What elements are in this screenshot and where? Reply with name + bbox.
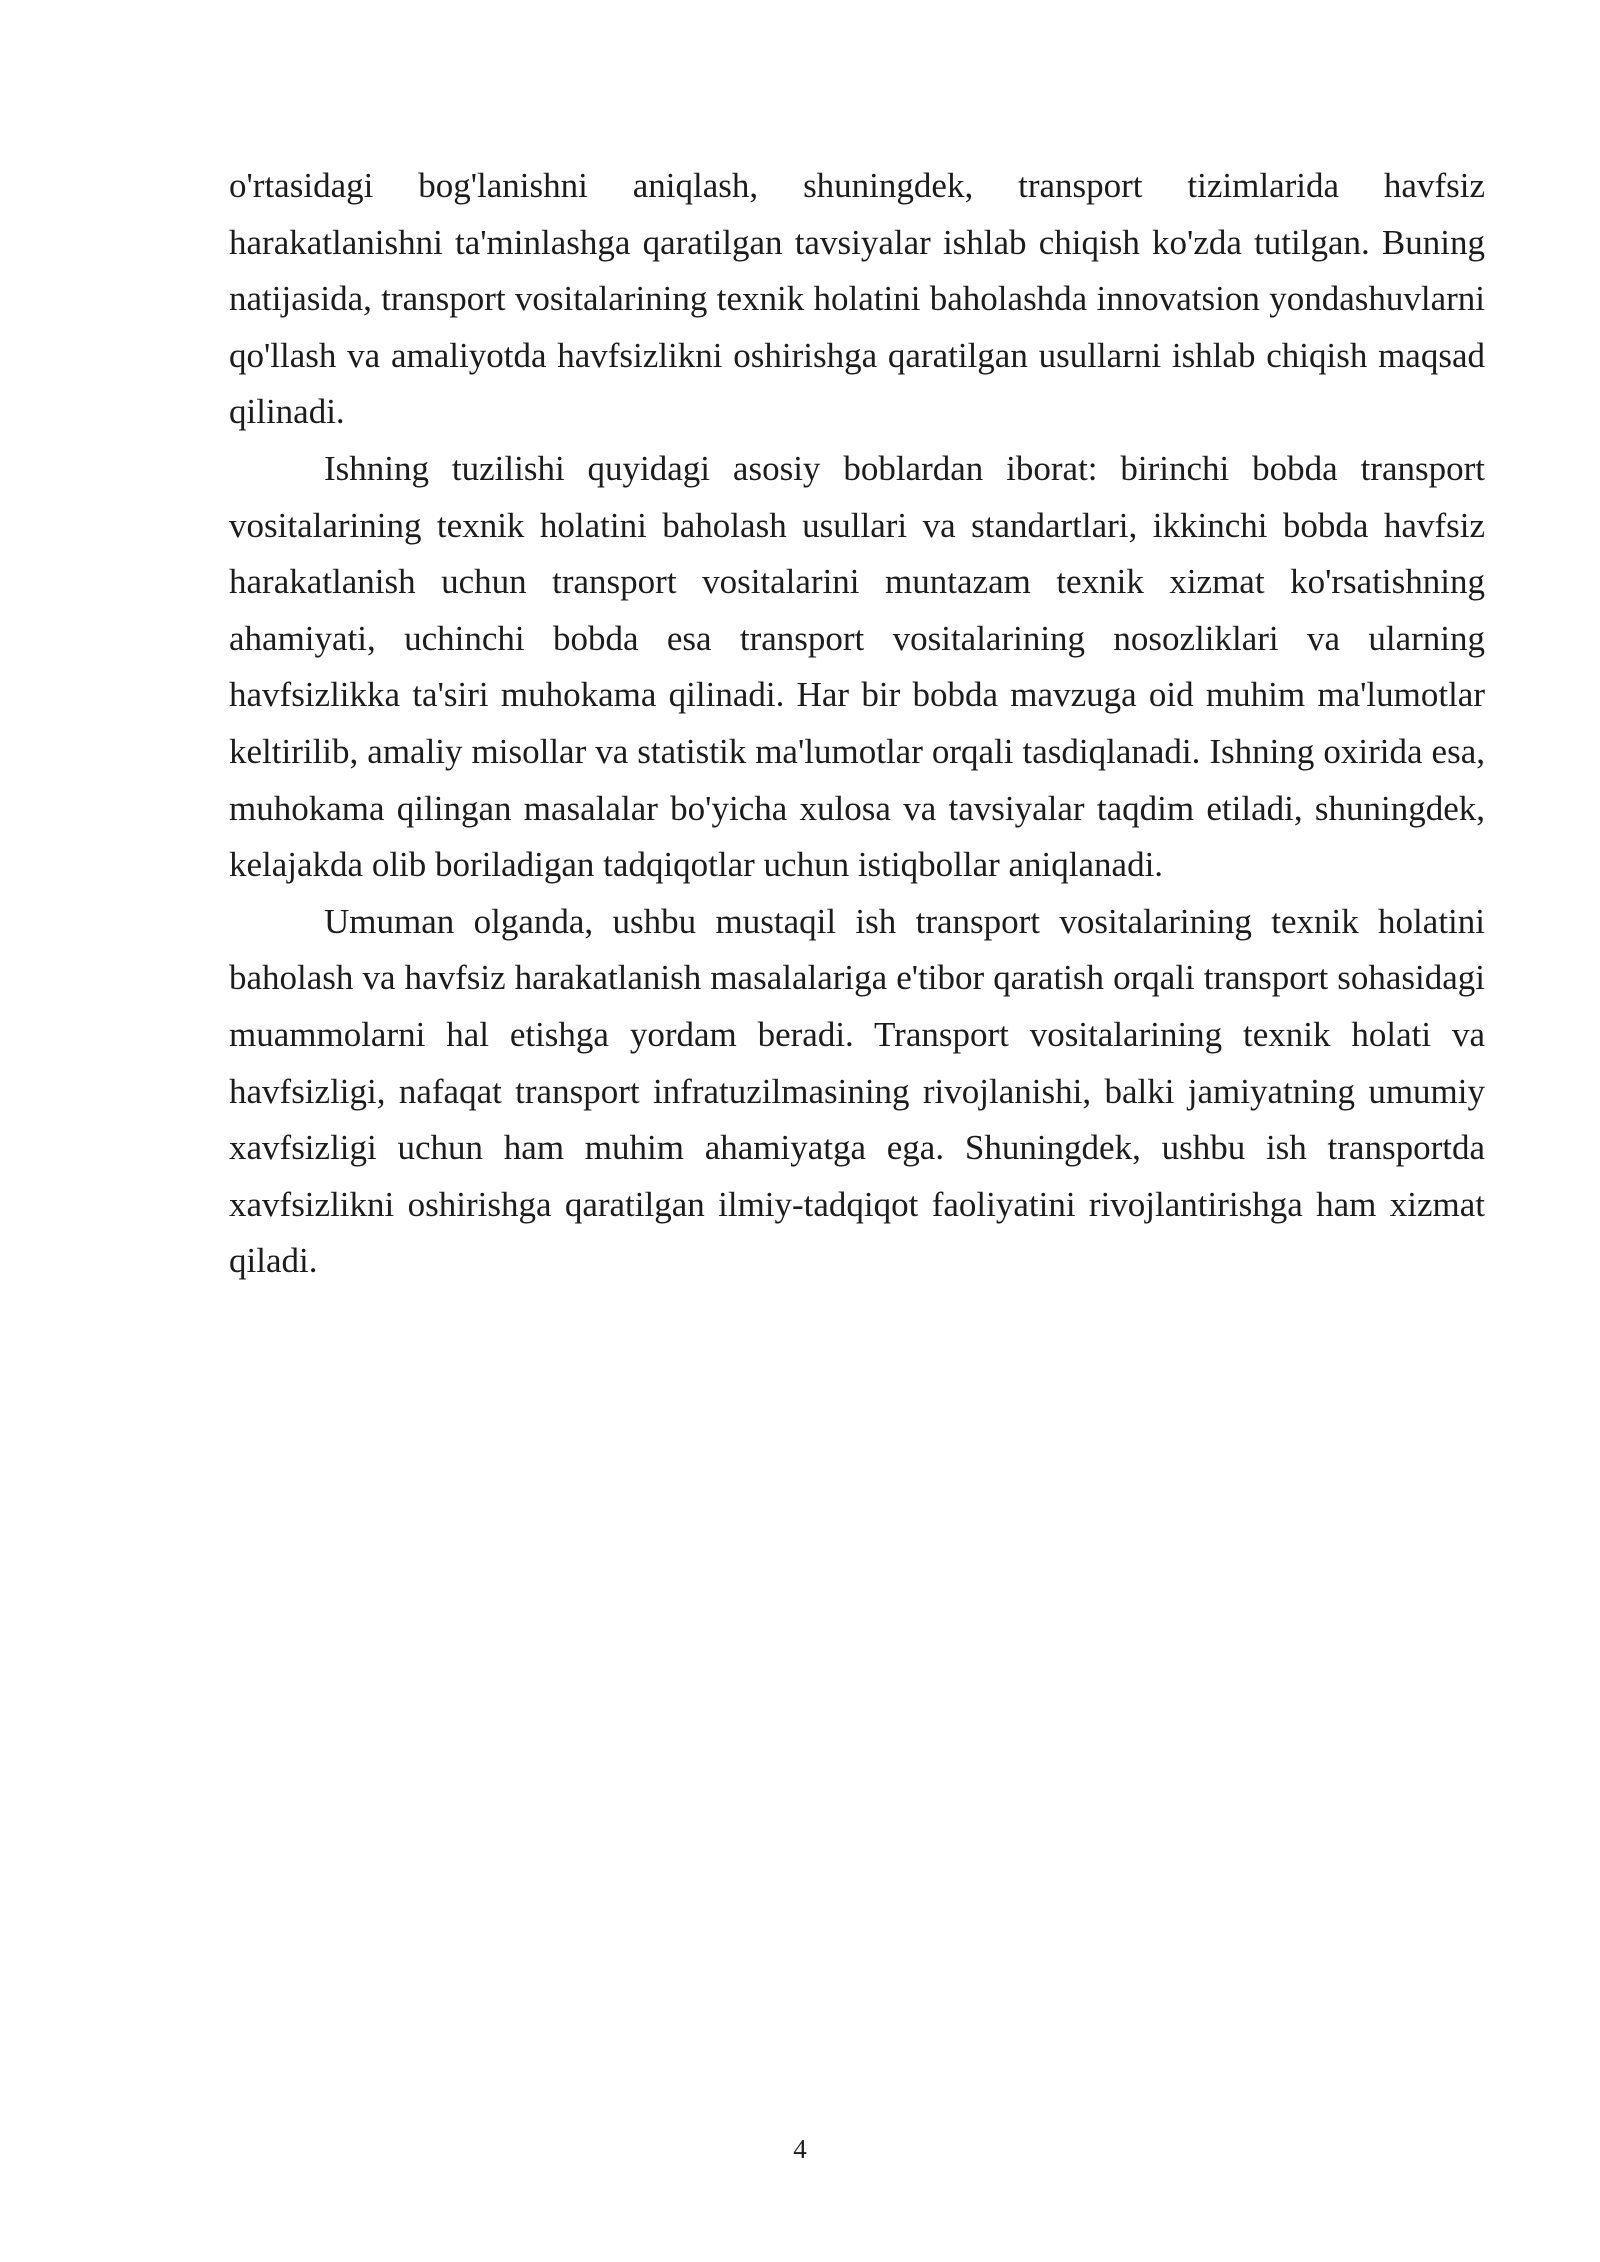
paragraph-conclusion: Umuman olganda, ushbu mustaqil ish transport vositalarining texnik holatini baholash va havfsiz harakatlanish masalalariga e'tibor qaratish orqali transport sohasidagi muammolarni hal etishga yordam beradi. Transport vositalarining texnik holati va havfsizligi, nafaqat transport infratuzilmasining rivojlanishi, balki jamiyatning umumiy xavfsizligi uchun ham muhim ahamiyatga ega. Shuningdek, ushbu ish transportda xavfsizlikni oshirishga qaratilgan ilmiy-tadqiqot faoliyatini rivojlantirishga ham xizmat qiladi. (229, 901, 1485, 1281)
body-text (229, 158, 1485, 1290)
page-number: 4 (793, 2134, 807, 2164)
paragraph-continuation: o'rtasidagi bog'lanishni aniqlash, shuningdek, transport tizimlarida havfsiz harakatlanishni ta'minlashga qaratilgan tavsiyalar ishlab chiqish ko'zda tutilgan. Buning natijasida, transport vositalarining texnik holatini baholashda innovatsion yondashuvlarni qo'llash va amaliyotda havfsizlikni oshirishga qaratilgan usullarni ishlab chiqish maqsad qilinadi. (229, 166, 1485, 432)
paragraph-structure: Ishning tuzilishi quyidagi asosiy boblardan iborat: birinchi bobda transport vositalarining texnik holatini baholash usullari va standartlari, ikkinchi bobda havfsiz harakatlanish uchun transport vositalarini muntazam texnik xizmat ko'rsatishning ahamiyati, uchinchi bobda esa transport vositalarining nosozliklari va ularning havfsizlikka ta'siri muhokama qilinadi. Har bir bobda mavzuga oid muhim ma'lumotlar keltirilib, amaliy misollar va statistik ma'lumotlar orqali tasdiqlanadi. Ishning oxirida esa, muhokama qilingan masalalar bo'yicha xulosa va tavsiyalar taqdim etiladi, shuningdek, kelajakda olib boriladigan tadqiqotlar uchun istiqbollar aniqlanadi. (229, 448, 1485, 885)
